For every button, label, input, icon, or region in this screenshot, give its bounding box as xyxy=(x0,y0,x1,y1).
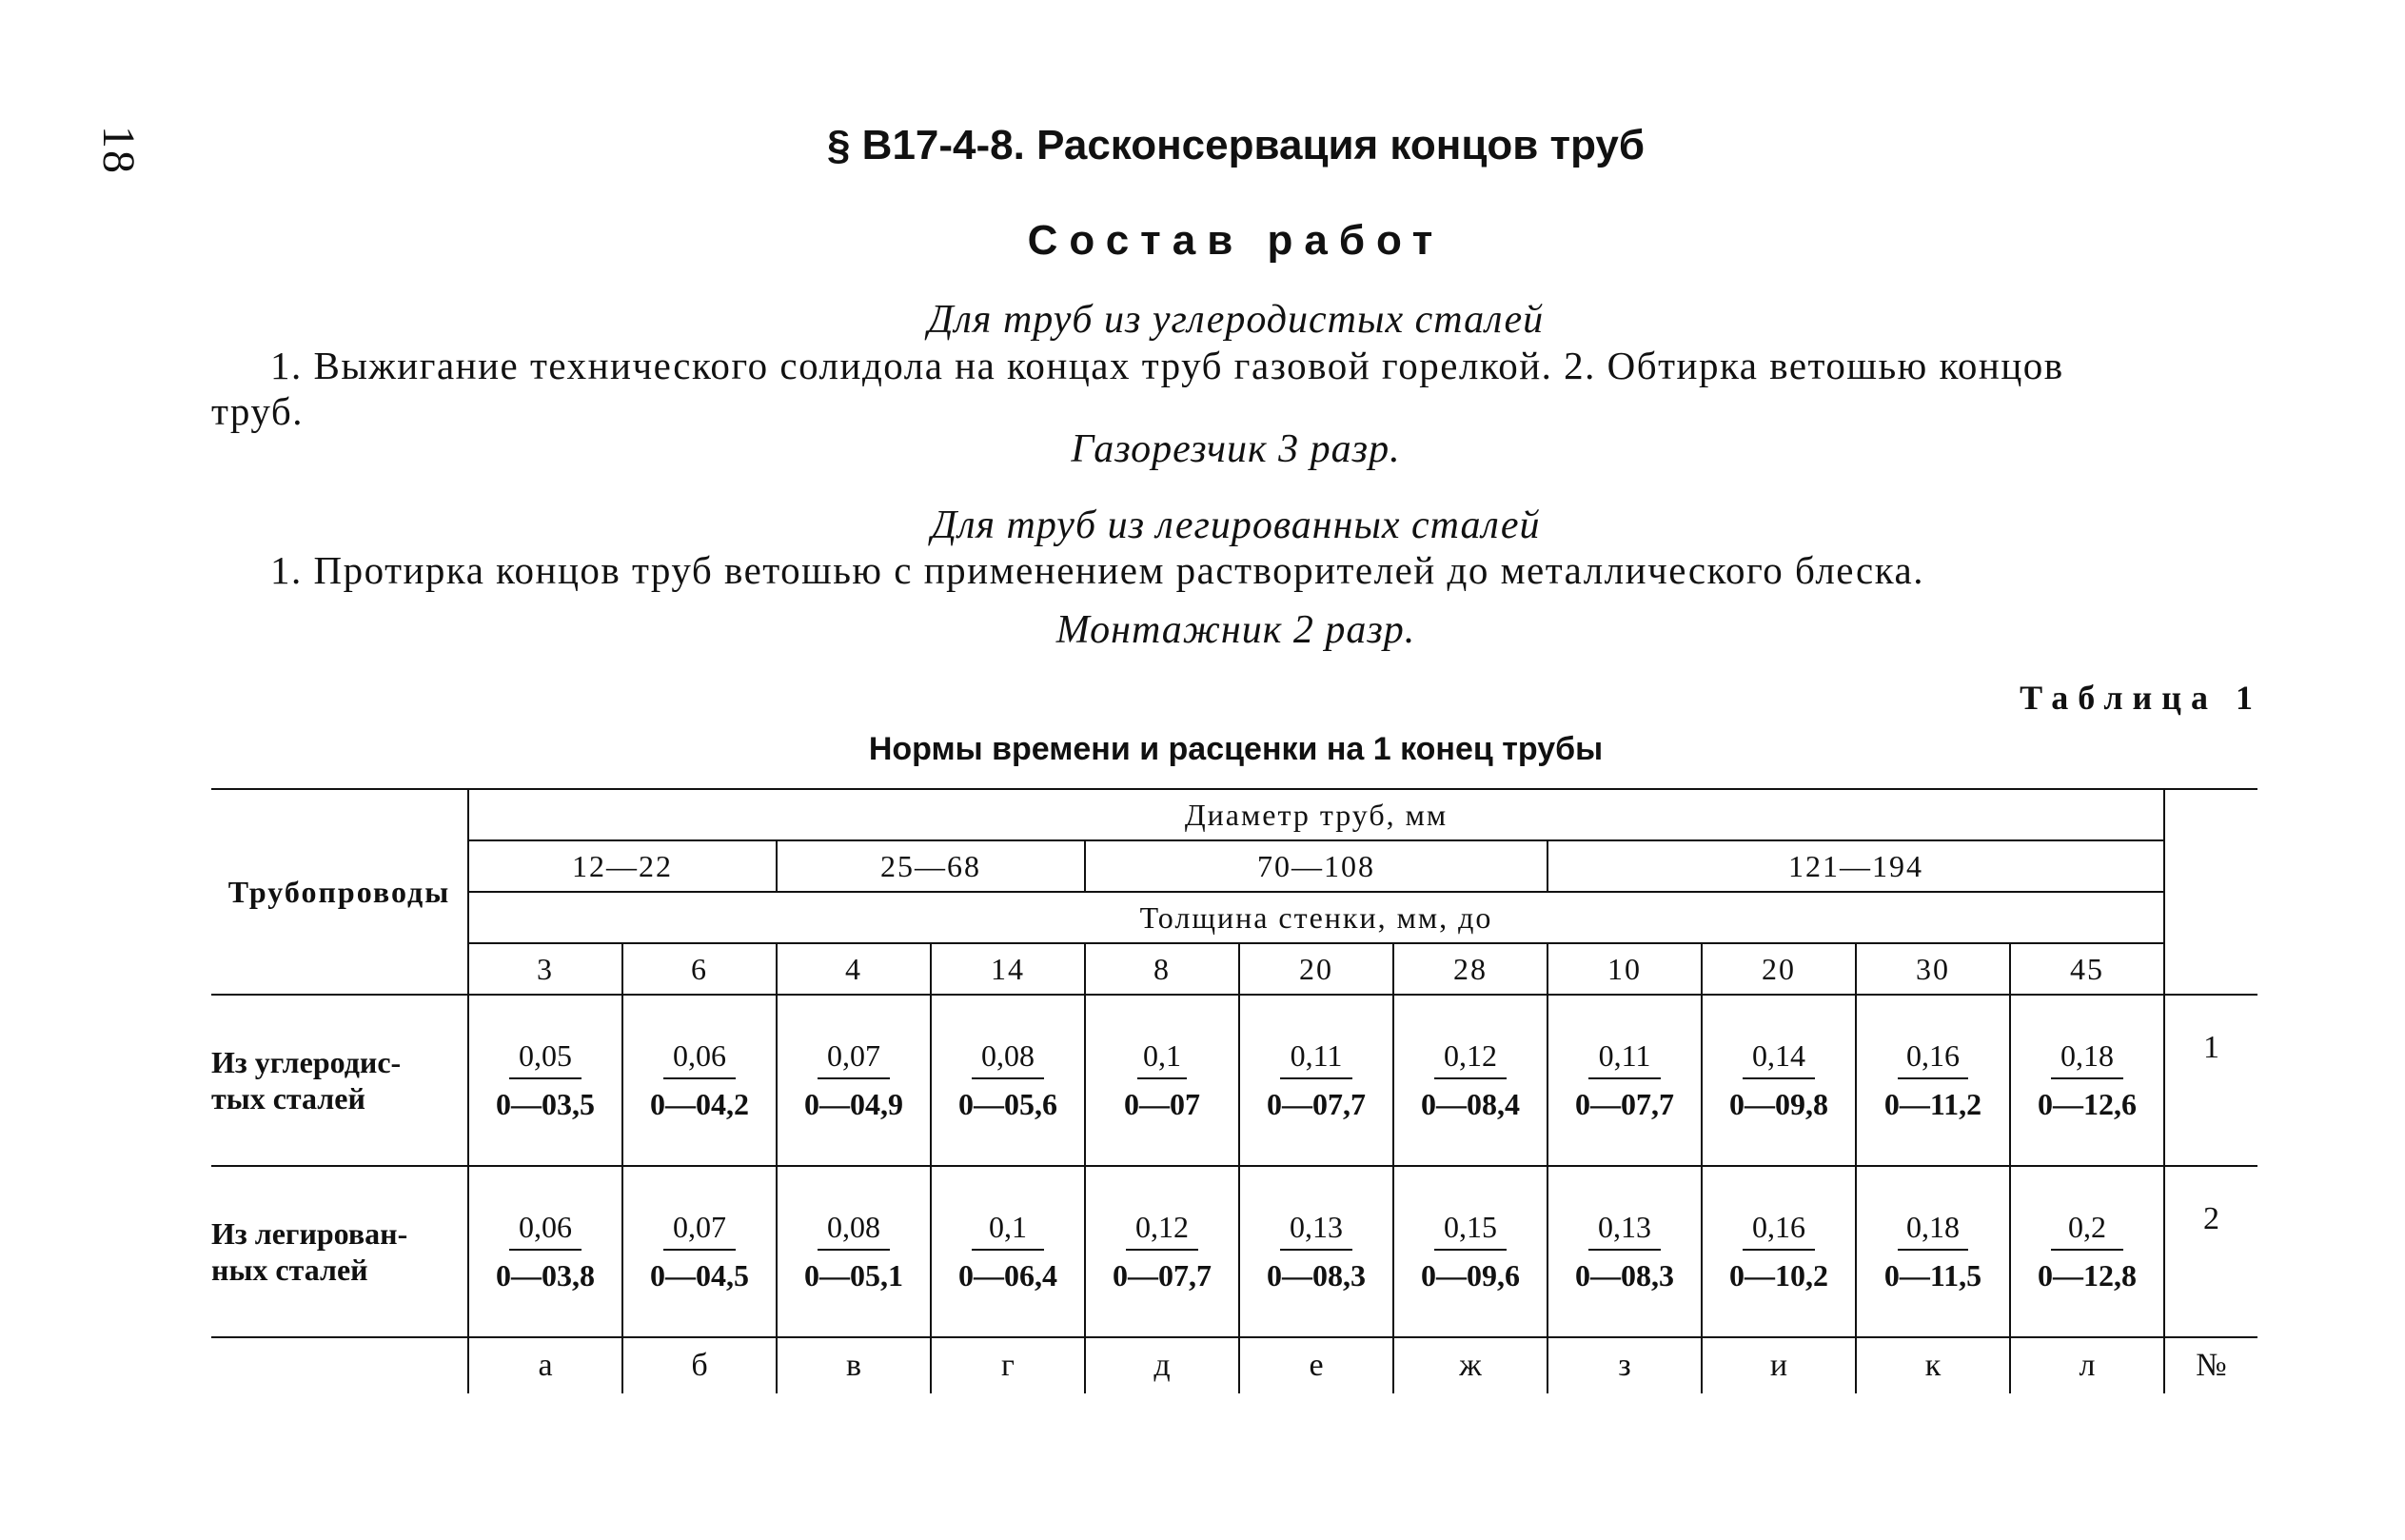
norm-cell xyxy=(1393,1166,1547,1337)
thickness-value: 8 xyxy=(1085,943,1239,995)
page-number: 18 xyxy=(93,126,144,175)
norm-cell xyxy=(777,995,931,1166)
time-norm: 0,18 xyxy=(2051,1038,2123,1079)
work-composition-heading: Состав работ xyxy=(1027,217,1445,264)
rate: 0—09,8 xyxy=(1729,1087,1828,1121)
column-letter: л xyxy=(2010,1337,2164,1393)
column-letter: и xyxy=(1702,1337,1856,1393)
table-label: Таблица 1 xyxy=(2020,679,2262,717)
time-norm: 0,15 xyxy=(1434,1210,1507,1251)
rate: 0—07 xyxy=(1124,1087,1200,1121)
row-label-line1: Из углеродис- xyxy=(211,1045,402,1079)
norm-cell xyxy=(2010,1166,2164,1337)
column-letter: к xyxy=(1856,1337,2010,1393)
rate: 0—04,9 xyxy=(804,1087,903,1121)
carbon-steel-heading: Для труб из углеродистых сталей xyxy=(927,298,1545,342)
norm-cell xyxy=(1856,995,2010,1166)
thickness-value: 6 xyxy=(622,943,777,995)
column-letter: е xyxy=(1239,1337,1393,1393)
diameter-group: 121—194 xyxy=(1547,840,2164,892)
diameter-group: 25—68 xyxy=(777,840,1085,892)
rate: 0—03,5 xyxy=(496,1087,595,1121)
time-norm: 0,1 xyxy=(972,1210,1044,1251)
diameter-group: 12—22 xyxy=(468,840,777,892)
norms-table xyxy=(211,788,2257,1393)
row-label-line2: тых сталей xyxy=(211,1081,365,1116)
rate: 0—08,4 xyxy=(1421,1087,1520,1121)
rate: 0—03,8 xyxy=(496,1258,595,1293)
carbon-steel-work-text xyxy=(211,343,2257,434)
alloy-steel-heading: Для труб из легированных сталей xyxy=(931,503,1541,547)
rate: 0—07,7 xyxy=(1267,1087,1366,1121)
alloy-steel-worker: Монтажник 2 разр. xyxy=(1055,608,1416,652)
rate: 0—12,8 xyxy=(2038,1258,2137,1293)
row-label-carbon xyxy=(211,995,468,1166)
column-letter: ж xyxy=(1393,1337,1547,1393)
rate: 0—09,6 xyxy=(1421,1258,1520,1293)
rate: 0—05,1 xyxy=(804,1258,903,1293)
row-label-line2: ных сталей xyxy=(211,1253,368,1287)
alloy-steel-work-text xyxy=(211,547,2257,593)
rate: 0—06,4 xyxy=(958,1258,1057,1293)
table-caption: Нормы времени и расценки на 1 конец трубы xyxy=(868,731,1604,767)
column-letter: в xyxy=(777,1337,931,1393)
time-norm: 0,16 xyxy=(1743,1210,1815,1251)
thickness-value: 28 xyxy=(1393,943,1547,995)
norm-cell xyxy=(1393,995,1547,1166)
empty-header-cell xyxy=(2164,789,2257,995)
time-norm: 0,07 xyxy=(818,1038,890,1079)
norm-cell xyxy=(622,1166,777,1337)
thickness-value: 4 xyxy=(777,943,931,995)
norm-cell xyxy=(468,1166,622,1337)
thickness-header: Толщина стенки, мм, до xyxy=(468,892,2164,943)
rate: 0—08,3 xyxy=(1267,1258,1366,1293)
thickness-value: 3 xyxy=(468,943,622,995)
rate: 0—11,5 xyxy=(1883,1258,1982,1293)
time-norm: 0,08 xyxy=(972,1038,1044,1079)
rate: 0—04,5 xyxy=(650,1258,749,1293)
norm-cell xyxy=(777,1166,931,1337)
norm-cell xyxy=(1239,1166,1393,1337)
norm-cell xyxy=(468,995,622,1166)
rate: 0—11,2 xyxy=(1883,1087,1982,1121)
table-row xyxy=(211,1166,2257,1337)
number-column-header: № xyxy=(2164,1337,2257,1393)
time-norm: 0,13 xyxy=(1280,1210,1352,1251)
time-norm: 0,2 xyxy=(2051,1210,2123,1251)
rate: 0—07,7 xyxy=(1113,1258,1212,1293)
carbon-steel-text-line2: труб. xyxy=(211,389,304,433)
norm-cell xyxy=(931,1166,1085,1337)
thickness-value: 20 xyxy=(1702,943,1856,995)
column-letter: г xyxy=(931,1337,1085,1393)
rate: 0—12,6 xyxy=(2038,1087,2137,1121)
norm-cell xyxy=(1085,995,1239,1166)
row-label-line1: Из легирован- xyxy=(211,1216,408,1251)
rate: 0—10,2 xyxy=(1729,1258,1828,1293)
time-norm: 0,07 xyxy=(663,1210,736,1251)
time-norm: 0,12 xyxy=(1126,1210,1198,1251)
norm-cell xyxy=(931,995,1085,1166)
column-letter: з xyxy=(1547,1337,1702,1393)
column-letter: б xyxy=(622,1337,777,1393)
time-norm: 0,06 xyxy=(663,1038,736,1079)
carbon-steel-worker: Газорезчик 3 разр. xyxy=(1071,427,1401,471)
norm-cell xyxy=(1547,1166,1702,1337)
empty-footer-cell xyxy=(211,1337,468,1393)
row-number: 1 xyxy=(2164,995,2257,1166)
thickness-value: 20 xyxy=(1239,943,1393,995)
time-norm: 0,13 xyxy=(1588,1210,1661,1251)
time-norm: 0,14 xyxy=(1743,1038,1815,1079)
norm-cell xyxy=(1856,1166,2010,1337)
table-row xyxy=(211,995,2257,1166)
column-letter: д xyxy=(1085,1337,1239,1393)
time-norm: 0,08 xyxy=(818,1210,890,1251)
norm-cell xyxy=(1547,995,1702,1166)
thickness-value: 10 xyxy=(1547,943,1702,995)
norm-cell xyxy=(1085,1166,1239,1337)
rate: 0—08,3 xyxy=(1575,1258,1674,1293)
time-norm: 0,1 xyxy=(1137,1038,1187,1079)
norm-cell xyxy=(2010,995,2164,1166)
section-title: § В17-4-8. Расконсервация концов труб xyxy=(826,122,1646,168)
thickness-value: 14 xyxy=(931,943,1085,995)
rate: 0—07,7 xyxy=(1575,1087,1674,1121)
time-norm: 0,06 xyxy=(509,1210,582,1251)
row-number: 2 xyxy=(2164,1166,2257,1337)
time-norm: 0,12 xyxy=(1434,1038,1507,1079)
time-norm: 0,05 xyxy=(509,1038,582,1079)
norm-cell xyxy=(622,995,777,1166)
time-norm: 0,16 xyxy=(1898,1038,1968,1079)
norm-cell xyxy=(1702,995,1856,1166)
thickness-value: 30 xyxy=(1856,943,2010,995)
time-norm: 0,11 xyxy=(1280,1038,1352,1079)
row-label-alloy xyxy=(211,1166,468,1337)
thickness-value: 45 xyxy=(2010,943,2164,995)
rate: 0—05,6 xyxy=(958,1087,1057,1121)
alloy-steel-text: 1. Протирка концов труб ветошью с применением растворителей до металлического блеска. xyxy=(270,548,1924,592)
row-header-pipelines: Трубопроводы xyxy=(211,789,468,995)
time-norm: 0,11 xyxy=(1588,1038,1661,1079)
rate: 0—04,2 xyxy=(650,1087,749,1121)
norm-cell xyxy=(1239,995,1393,1166)
norm-cell xyxy=(1702,1166,1856,1337)
diameter-header: Диаметр труб, мм xyxy=(468,789,2164,840)
column-letter: а xyxy=(468,1337,622,1393)
carbon-steel-text-line1: 1. Выжигание технического солидола на концах труб газовой горелкой. 2. Обтирка ветошью концов xyxy=(270,344,2064,387)
diameter-group: 70—108 xyxy=(1085,840,1547,892)
time-norm: 0,18 xyxy=(1898,1210,1968,1251)
